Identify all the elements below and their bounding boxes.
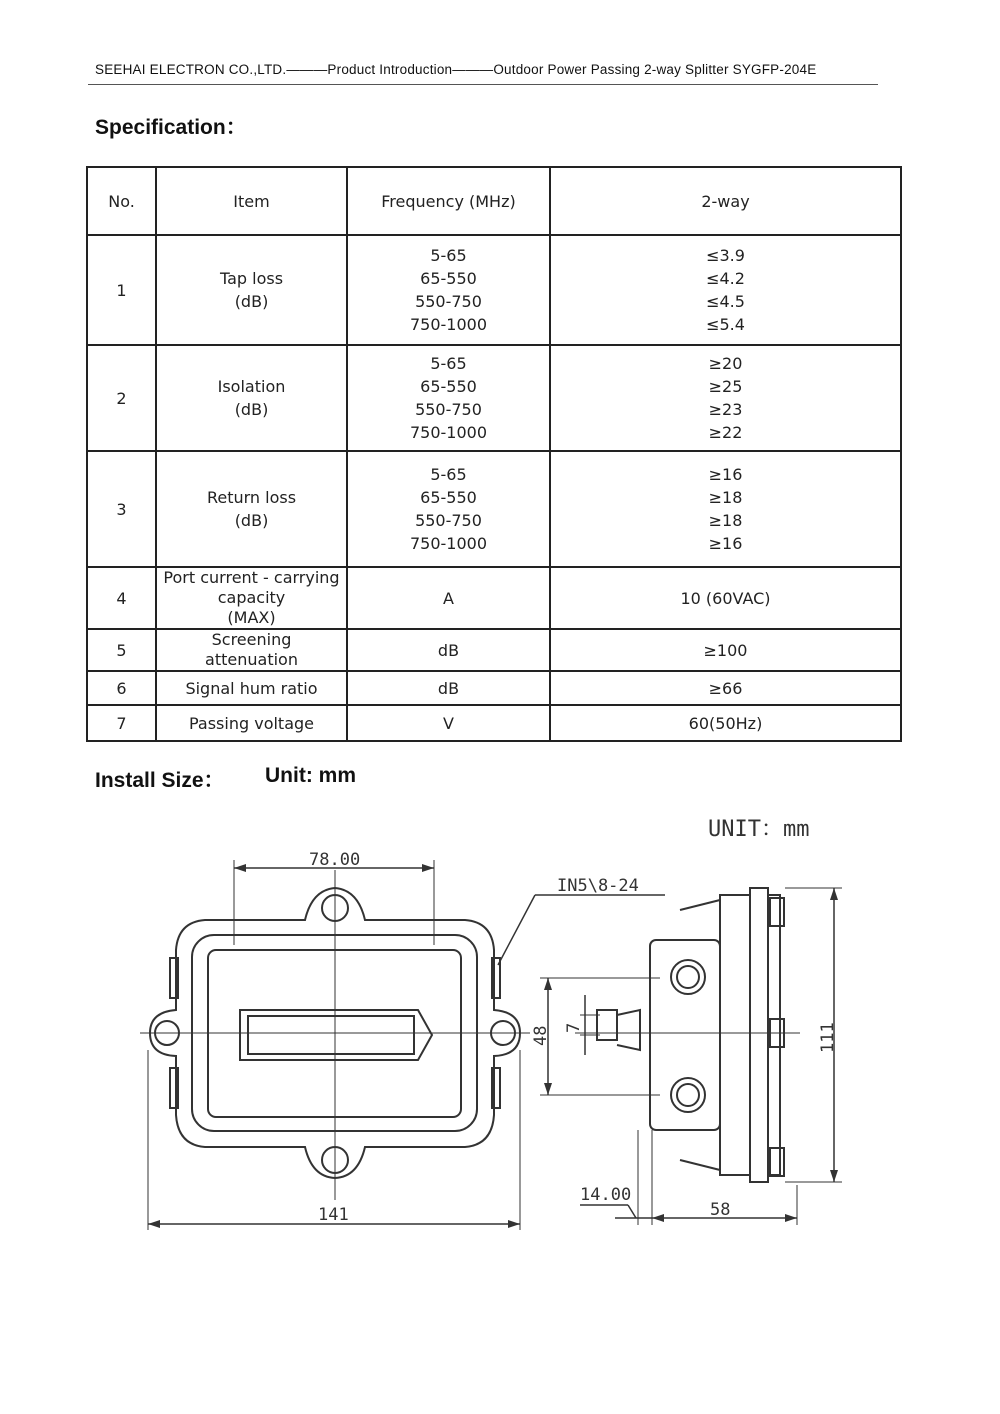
install-unit-label: Unit: mm bbox=[265, 764, 356, 787]
table-row bbox=[87, 629, 901, 671]
table-row bbox=[87, 451, 901, 567]
drawing-unit-label: UNIT：mm bbox=[708, 817, 810, 842]
row-value: ≥100 bbox=[550, 629, 901, 671]
row-freq: 5-65 65-550 550-750 750-1000 bbox=[347, 235, 550, 345]
row-no: 4 bbox=[87, 567, 156, 629]
row-item: Signal hum ratio bbox=[156, 671, 347, 705]
row-freq: 5-65 65-550 550-750 750-1000 bbox=[347, 345, 550, 451]
row-value: 60(50Hz) bbox=[550, 705, 901, 741]
thread-label: IN5\8-24 bbox=[557, 876, 639, 896]
page-header: SEEHAI ELECTRON CO.,LTD.———Product Introduction———Outdoor Power Passing 2-way Splitter SYGFP-204E bbox=[95, 62, 817, 77]
dim-111-label: 111 bbox=[818, 1022, 838, 1053]
dim-7-label: 7 bbox=[564, 1022, 584, 1033]
row-no: 6 bbox=[87, 671, 156, 705]
col-header: No. bbox=[87, 167, 156, 235]
col-header: Frequency (MHz) bbox=[347, 167, 550, 235]
col-header: Item bbox=[156, 167, 347, 235]
dim-78-label: 78.00 bbox=[309, 850, 361, 870]
row-value: ≥66 bbox=[550, 671, 901, 705]
row-value: ≥20 ≥25 ≥23 ≥22 bbox=[550, 345, 901, 451]
row-value: ≤3.9 ≤4.2 ≤4.5 ≤5.4 bbox=[550, 235, 901, 345]
table-row bbox=[87, 345, 901, 451]
row-no: 1 bbox=[87, 235, 156, 345]
row-value: 10 (60VAC) bbox=[550, 567, 901, 629]
dim-14-label: 14.00 bbox=[580, 1185, 632, 1205]
row-no: 5 bbox=[87, 629, 156, 671]
install-drawing bbox=[0, 800, 1000, 1260]
spec-table bbox=[86, 166, 902, 742]
table-row bbox=[87, 705, 901, 741]
row-freq: V bbox=[347, 705, 550, 741]
row-freq: dB bbox=[347, 629, 550, 671]
row-item: Return loss (dB) bbox=[156, 451, 347, 567]
spec-title: Specification： bbox=[95, 116, 247, 139]
row-freq: 5-65 65-550 550-750 750-1000 bbox=[347, 451, 550, 567]
header-rule bbox=[88, 84, 878, 85]
col-header: 2-way bbox=[550, 167, 901, 235]
table-row bbox=[87, 671, 901, 705]
side-view bbox=[531, 888, 842, 1225]
install-title: Install Size： bbox=[95, 769, 225, 792]
row-no: 3 bbox=[87, 451, 156, 567]
row-freq: A bbox=[347, 567, 550, 629]
row-value: ≥16 ≥18 ≥18 ≥16 bbox=[550, 451, 901, 567]
row-item: Screening attenuation bbox=[156, 629, 347, 671]
table-header-row bbox=[87, 167, 901, 235]
row-freq: dB bbox=[347, 671, 550, 705]
row-no: 2 bbox=[87, 345, 156, 451]
row-item: Isolation (dB) bbox=[156, 345, 347, 451]
dim-141-label: 141 bbox=[318, 1205, 349, 1225]
dim-48-label: 48 bbox=[531, 1025, 551, 1046]
row-no: 7 bbox=[87, 705, 156, 741]
row-item: Port current - carrying capacity (MAX) bbox=[156, 567, 347, 629]
front-view bbox=[140, 850, 665, 1230]
row-item: Tap loss (dB) bbox=[156, 235, 347, 345]
row-item: Passing voltage bbox=[156, 705, 347, 741]
table-row bbox=[87, 235, 901, 345]
table-row bbox=[87, 567, 901, 629]
dim-58-label: 58 bbox=[710, 1200, 731, 1220]
